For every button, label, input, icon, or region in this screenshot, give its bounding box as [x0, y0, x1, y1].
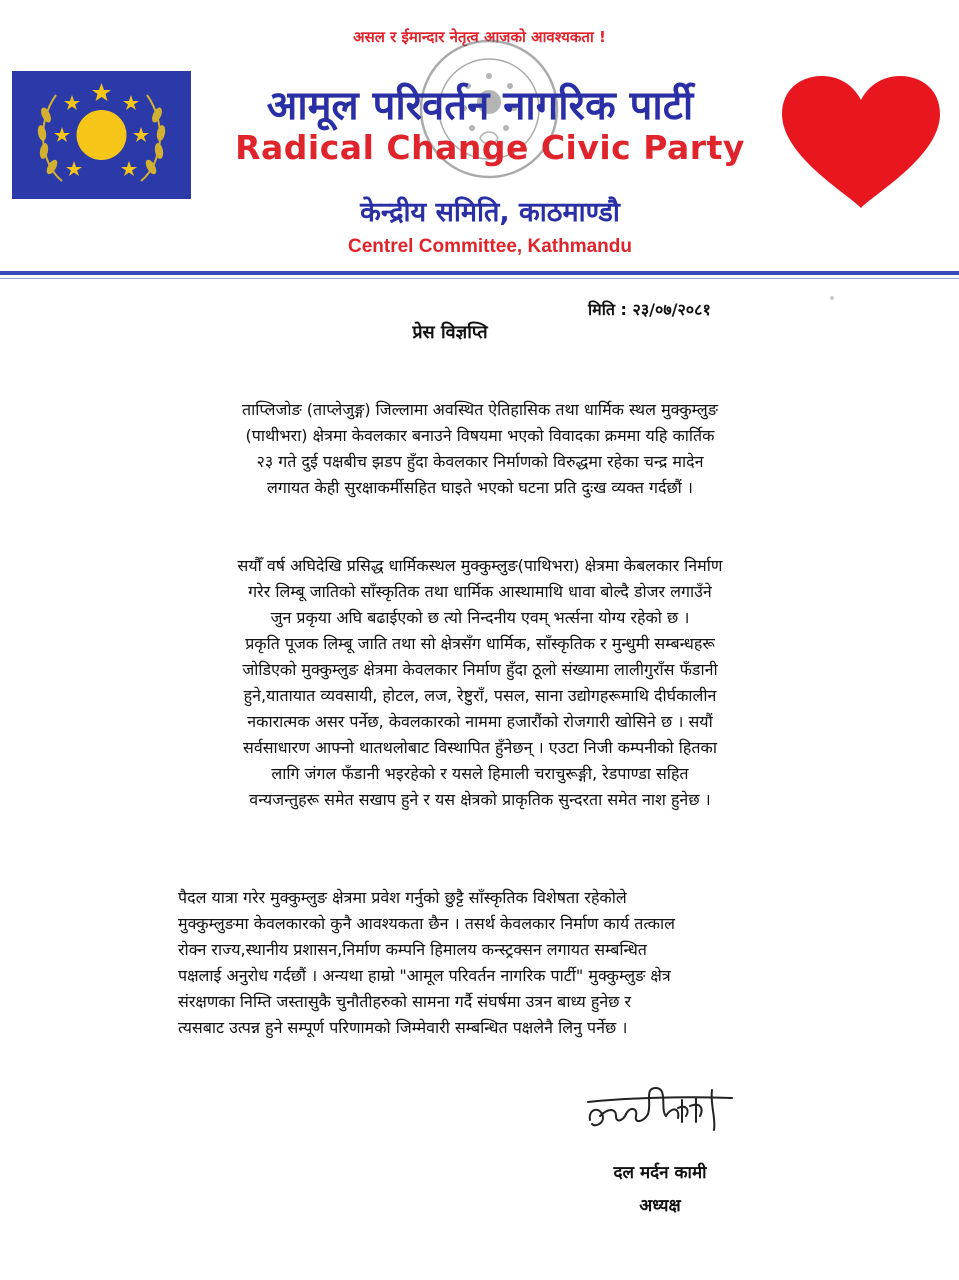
committee-english: Centrel Committee, Kathmandu: [348, 236, 632, 257]
text-line: पक्षलाई अनुरोध गर्दछौं । अन्यथा हाम्रो "आमूल परिवर्तन नागरिक पार्टी" मुक्कुम्लुङ क्षेत्र: [178, 966, 671, 985]
scan-speck: [830, 296, 834, 300]
paragraph-1: [150, 397, 810, 501]
committee-nepali: केन्द्रीय समिति, काठमाण्डौ: [360, 197, 620, 228]
signer-name: दल मर्दन कामी: [613, 1163, 707, 1183]
text-line: हुने,यातायात व्यवसायी, होटल, लज, रेष्टुराँ, पसल, साना उद्योगहरूमाथि दीर्घकालीन: [243, 686, 717, 705]
text-line: लागि जंगल फँडानी भइरहेको र यसले हिमाली चराचुरूङ्गी, रेडपाण्डा सहित: [271, 764, 689, 783]
header-divider: [0, 271, 959, 275]
text-line: वन्यजन्तुहरू समेत सखाप हुने र यस क्षेत्रको प्राकृतिक सुन्दरता समेत नाश हुनेछ ।: [249, 790, 711, 809]
document-date: मिति : २३/०७/२०८१: [588, 300, 711, 319]
text-line: जुन प्रकृया अघि बढाईएको छ त्यो निन्दनीय एवम् भर्त्सना योग्य रहेको छ ।: [270, 608, 690, 627]
text-line: जोडिएको मुक्कुम्लुङ क्षेत्रमा केवलकार निर्माण हुँदा ठूलो संख्यामा लालीगुराँस फँडानी: [242, 660, 718, 679]
text-line: त्यसबाट उत्पन्न हुने सम्पूर्ण परिणामको जिम्मेवारी सम्बन्धित पक्षलेनै लिनु पर्नेछ ।: [178, 1018, 628, 1037]
text-line: लगायत केही सुरक्षाकर्मीसहित घाइते भएको घटना प्रति दुःख व्यक्त गर्दछौं ।: [267, 478, 693, 497]
text-line: मुक्कुम्लुङमा केवलकारको कुनै आवश्यकता छैन । तसर्थ केवलकार निर्माण कार्य तत्काल: [178, 914, 676, 933]
party-name-nepali: आमूल परिवर्तन नागरिक पार्टी: [266, 83, 694, 129]
document-title: प्रेस विज्ञप्ति: [412, 322, 488, 343]
text-line: ताप्लिजोङ (ताप्लेजुङ्ग) जिल्लामा अवस्थित ऐतिहासिक तथा धार्मिक स्थल मुक्कुम्लुङ: [242, 400, 718, 419]
text-line: प्रकृति पूजक लिम्बू जाति तथा सो क्षेत्रसँग धार्मिक, साँस्कृतिक र मुन्धुमी सम्बन्धहरू: [245, 634, 715, 653]
text-line: नकारात्मक असर पर्नेछ, केवलकारको नाममा हजारौंको रोजगारी खोसिने छ । सयौं: [247, 712, 713, 731]
header-divider-thin: [0, 278, 959, 279]
party-name-english: Radical Change Civic Party: [235, 128, 745, 167]
handwritten-signature-icon: [586, 1080, 736, 1152]
text-line: सयौँ वर्ष अघिदेखि प्रसिद्ध धार्मिकस्थल मुक्कुम्लुङ(पाथिभरा) क्षेत्रमा केबलकार निर्माण: [237, 556, 723, 575]
heart-icon: [778, 72, 944, 212]
paragraph-3: [178, 885, 788, 1041]
text-line: संरक्षणका निम्ति जस्तासुकै चुनौतीहरुको सामना गर्दै संघर्षमा उत्रन बाध्य हुनेछ र: [178, 992, 632, 1011]
slogan: असल र ईमान्दार नेतृत्व आजको आवश्यकता !: [353, 28, 606, 46]
signer-role: अध्यक्ष: [639, 1196, 681, 1216]
text-line: २३ गते दुई पक्षबीच झडप हुँदा केवलकार निर्माणको विरुद्धमा रहेका चन्द्र मादेन: [256, 452, 704, 471]
text-line: (पाथीभरा) क्षेत्रमा केवलकार बनाउने विषयमा भएको विवादका क्रममा यहि कार्तिक: [245, 426, 715, 445]
text-line: सर्वसाधारण आफ्नो थातथलोबाट विस्थापित हुँनेछन् । एउटा निजी कम्पनीको हितका: [243, 738, 717, 757]
paragraph-2: [150, 553, 810, 813]
text-line: पैदल यात्रा गरेर मुक्कुम्लुङ क्षेत्रमा प्रवेश गर्नुको छुट्टै साँस्कृतिक विशेषता रहेकोले: [178, 888, 627, 907]
text-line: रोक्न राज्य,स्थानीय प्रशासन,निर्माण कम्पनि हिमालय कन्स्ट्रक्सन लगायत सम्बन्धित: [178, 940, 647, 959]
text-line: गरेर लिम्बू जातिको साँस्कृतिक तथा धार्मिक आस्थामाथि धावा बोल्दै डोजर लगाउँने: [248, 582, 712, 601]
